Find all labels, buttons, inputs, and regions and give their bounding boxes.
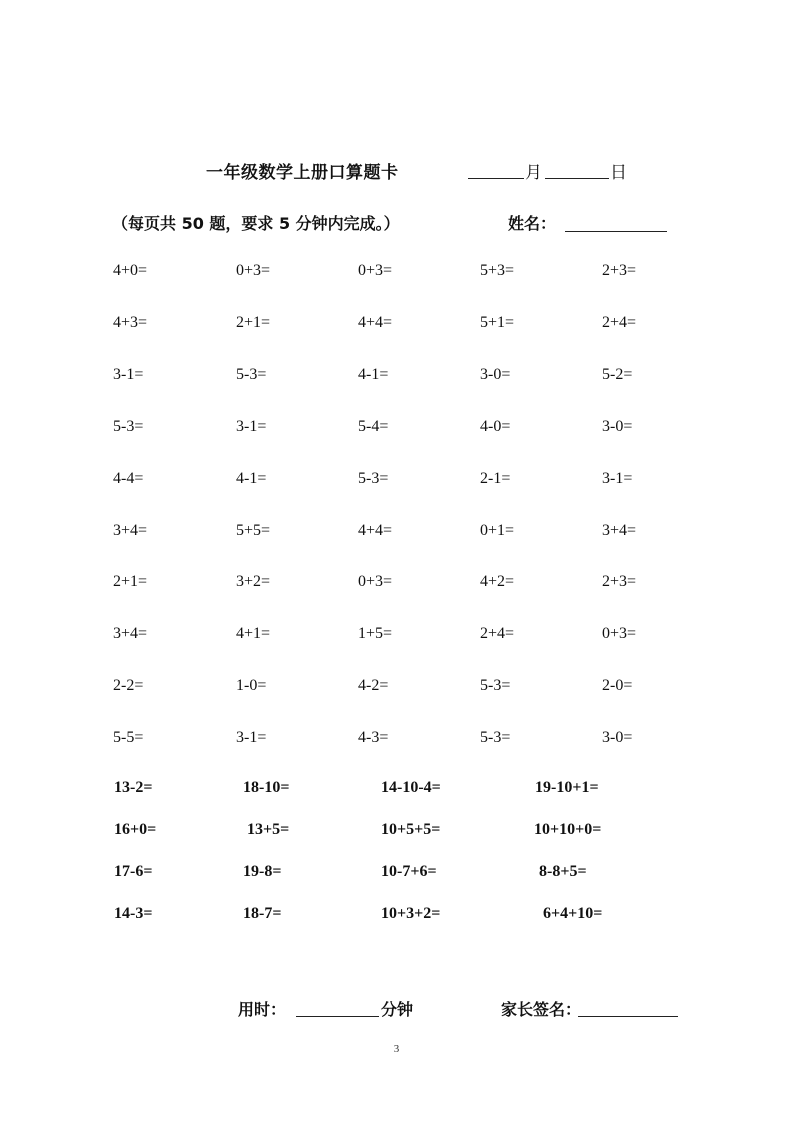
name-label: 姓名： bbox=[508, 214, 557, 233]
problem: 19-8= bbox=[243, 863, 282, 880]
problem: 1+5= bbox=[358, 625, 393, 642]
problem: 6+4+10= bbox=[543, 905, 603, 922]
problem: 3-0= bbox=[480, 366, 511, 383]
title-row bbox=[0, 158, 793, 184]
problem: 2-2= bbox=[113, 677, 144, 694]
problem: 4-1= bbox=[236, 470, 267, 487]
problem: 4+4= bbox=[358, 522, 393, 539]
problem: 13-2= bbox=[114, 779, 153, 796]
problem: 19-10+1= bbox=[535, 779, 599, 796]
problem: 18-10= bbox=[243, 779, 290, 796]
name-blank[interactable] bbox=[565, 231, 667, 232]
problem: 3+2= bbox=[236, 573, 271, 590]
problem: 4+0= bbox=[113, 262, 148, 279]
problem: 13+5= bbox=[247, 821, 290, 838]
problem: 3+4= bbox=[602, 522, 637, 539]
problem: 5-3= bbox=[480, 677, 511, 694]
problem: 3-0= bbox=[602, 418, 633, 435]
problem: 2+3= bbox=[602, 573, 637, 590]
problem: 2+4= bbox=[602, 314, 637, 331]
parent-signature-blank[interactable] bbox=[578, 1016, 678, 1017]
day-label: 日 bbox=[610, 163, 627, 183]
problem: 0+1= bbox=[480, 522, 515, 539]
instructions-row bbox=[0, 211, 793, 237]
month-blank[interactable] bbox=[468, 178, 524, 179]
problem: 5-3= bbox=[480, 729, 511, 746]
problem: 0+3= bbox=[358, 262, 393, 279]
problem: 0+3= bbox=[236, 262, 271, 279]
time-used-blank[interactable] bbox=[296, 1016, 379, 1017]
problem: 3-1= bbox=[236, 418, 267, 435]
problem: 5-3= bbox=[358, 470, 389, 487]
problem: 3+4= bbox=[113, 522, 148, 539]
problem: 2+3= bbox=[602, 262, 637, 279]
problem: 3-0= bbox=[602, 729, 633, 746]
problem: 3-1= bbox=[602, 470, 633, 487]
problem: 18-7= bbox=[243, 905, 282, 922]
problem: 2-0= bbox=[602, 677, 633, 694]
problem: 14-10-4= bbox=[381, 779, 441, 796]
instructions-text: （每页共 50 题，要求 5 分钟内完成。） bbox=[112, 214, 400, 233]
problem: 5-3= bbox=[113, 418, 144, 435]
problem: 4-1= bbox=[358, 366, 389, 383]
month-label: 月 bbox=[525, 163, 542, 183]
problem: 2-1= bbox=[480, 470, 511, 487]
page-number: 3 bbox=[393, 1043, 400, 1055]
problem: 4+2= bbox=[480, 573, 515, 590]
problem: 10-7+6= bbox=[381, 863, 437, 880]
problem: 2+1= bbox=[236, 314, 271, 331]
problem: 3+4= bbox=[113, 625, 148, 642]
problem: 4-2= bbox=[358, 677, 389, 694]
problem: 3-1= bbox=[113, 366, 144, 383]
problem: 4-3= bbox=[358, 729, 389, 746]
problem: 16+0= bbox=[114, 821, 157, 838]
problem: 10+10+0= bbox=[534, 821, 602, 838]
problem: 5-5= bbox=[113, 729, 144, 746]
problem: 10+3+2= bbox=[381, 905, 441, 922]
problem: 5-3= bbox=[236, 366, 267, 383]
problem: 14-3= bbox=[114, 905, 153, 922]
problem: 4-0= bbox=[480, 418, 511, 435]
problem: 4+3= bbox=[113, 314, 148, 331]
problem: 2+1= bbox=[113, 573, 148, 590]
problem: 17-6= bbox=[114, 863, 153, 880]
problem: 4-4= bbox=[113, 470, 144, 487]
problem: 1-0= bbox=[236, 677, 267, 694]
problem: 4+1= bbox=[236, 625, 271, 642]
problem: 3-1= bbox=[236, 729, 267, 746]
problem: 0+3= bbox=[602, 625, 637, 642]
problem: 8-8+5= bbox=[539, 863, 587, 880]
worksheet-title: 一年级数学上册口算题卡 bbox=[206, 163, 399, 183]
problem: 5+3= bbox=[480, 262, 515, 279]
time-used-label: 用时： bbox=[238, 1000, 287, 1019]
problem: 5+1= bbox=[480, 314, 515, 331]
parent-signature-label: 家长签名： bbox=[501, 1000, 582, 1019]
problem: 2+4= bbox=[480, 625, 515, 642]
problem: 0+3= bbox=[358, 573, 393, 590]
footer-row bbox=[0, 997, 793, 1023]
day-blank[interactable] bbox=[545, 178, 609, 179]
problem: 4+4= bbox=[358, 314, 393, 331]
problem: 5-2= bbox=[602, 366, 633, 383]
problem: 10+5+5= bbox=[381, 821, 441, 838]
problem: 5+5= bbox=[236, 522, 271, 539]
problem: 5-4= bbox=[358, 418, 389, 435]
minutes-label: 分钟 bbox=[381, 1000, 414, 1019]
